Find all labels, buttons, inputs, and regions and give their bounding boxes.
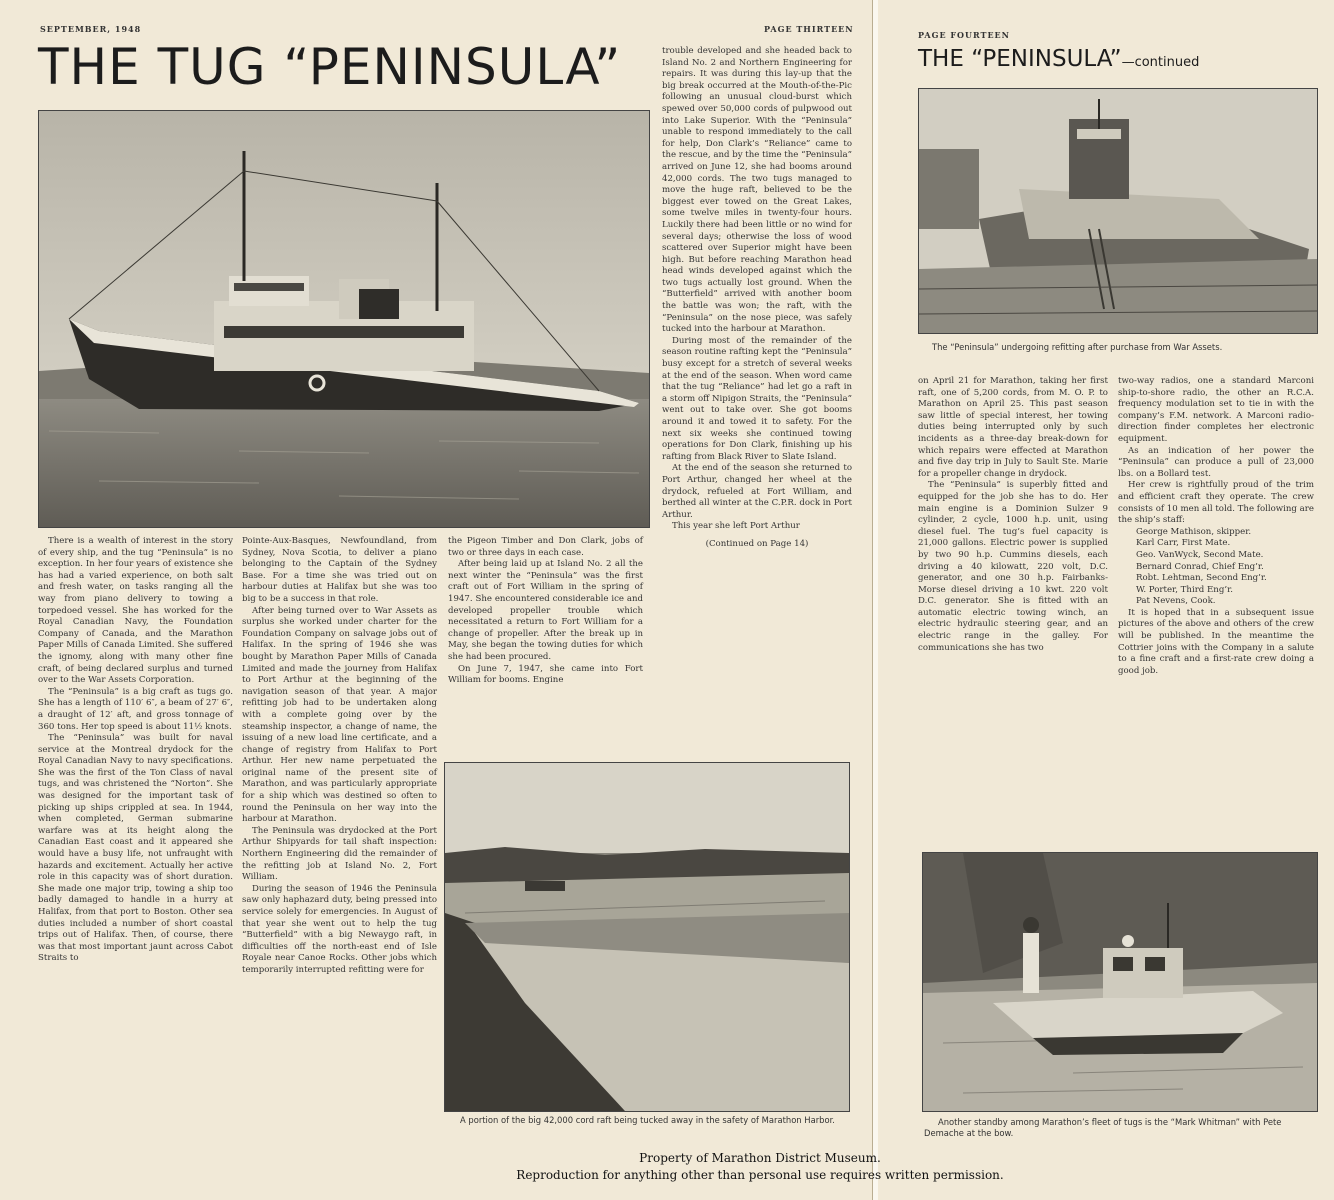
continued-note: (Continued on Page 14) xyxy=(705,538,809,549)
footer-line-property: Property of Marathon District Museum. xyxy=(639,1151,881,1165)
museum-footer xyxy=(440,1150,1080,1184)
paragraph: The “Peninsula” is superbly fitted and equipped for the job she has to do. Her main engine is a Dominion Sulzer 9 cylinder, 2 cycle, 1000 h.p. unit, using diesel fuel. The tug’s fuel capacity is 21,000 gallons. Electric power is supplied by two 90 h.p. Cummins diesels, each driving a 40 kilowatt, 220 volt, D.C. generator, and one 30 h.p. Fairbanks-Morse diesel driving a 10 kwt. 220 volt D.C. generator. She is fitted with an automatic electric towing winch, an electric hydraulic steering gear, and an electric range in the galley. For communications she has two xyxy=(918,480,1108,653)
left-column-3 xyxy=(448,536,643,687)
paragraph: There is a wealth of interest in the story of every ship, and the tug “Peninsula” is no exception. In her four years of existence she has had a varied experience, on both salt and fresh water, on tasks ranging all the way from piano delivery to towing a torpedoed vessel. She has worked for the Royal Canadian Navy, the Foundation Company of Canada, and the Marathon Paper Mills of Canada Limited. She suffered the ignomy, along with many other fine craft, of being declared surplus and turned over to the War Assets Corporation. xyxy=(38,536,233,686)
refitting-photo-caption: The “Peninsula” undergoing refitting after purchase from War Assets. xyxy=(932,342,1223,352)
staff-entry: Pat Nevens, Cook. xyxy=(1136,596,1216,607)
staff-entry: Bernard Conrad, Chief Eng’r. xyxy=(1136,561,1264,572)
left-header-date: SEPTEMBER, 1948 xyxy=(40,24,142,34)
mark-whitman-photo xyxy=(922,852,1318,1112)
paragraph: the Pigeon Timber and Don Clark, jobs of two or three days in each case. xyxy=(448,536,643,558)
article-title: THE TUG “PENINSULA” xyxy=(38,38,622,96)
continued-title-main: THE “PENINSULA” xyxy=(918,46,1122,72)
right-column-1 xyxy=(918,376,1108,654)
mark-whitman-photo-caption: Another standby among Marathon’s fleet of tugs is the “Mark Whitman” with Pete Demache at the bow. xyxy=(924,1117,1282,1138)
staff-entry: George Mathison, skipper. xyxy=(1136,526,1252,537)
paragraph: The Peninsula was drydocked at the Port Arthur Shipyards for tail shaft inspection: Northern Engineering did the remainder of the refitting job at Island No. 2, Fort William. xyxy=(242,825,437,883)
left-header-page: PAGE THIRTEEN xyxy=(764,24,854,34)
paragraph: It is hoped that in a subsequent issue pictures of the above and others of the crew will be published. In the meantime the Cottrier joins with the Company in a salute to a fine craft and a first-rate crew doing a good job. xyxy=(1118,607,1314,676)
left-column-2 xyxy=(242,536,437,977)
raft-photo-caption: A portion of the big 42,000 cord raft being tucked away in the safety of Marathon Harbor. xyxy=(460,1115,835,1125)
paragraph: Pointe-Aux-Basques, Newfoundland, from Sydney, Nova Scotia, to deliver a piano belonging to the Captain of the Sydney Base. For a time she was tried out on harbour duties at Halifax but she was too big to be a success in that role. xyxy=(242,536,437,604)
tug-peninsula-photo xyxy=(38,110,650,528)
paragraph: two-way radios, one a standard Marconi ship-to-shore radio, the other an R.C.A. frequency modulation set to tie in with the company’s F.M. network. A Marconi radio-direction finder completes her electronic equipment. xyxy=(1118,376,1314,444)
staff-entry: Karl Carr, First Mate. xyxy=(1136,538,1231,549)
raft-photo xyxy=(444,762,850,1112)
paragraph: trouble developed and she headed back to Island No. 2 and Northern Engineering for repairs. It was during this lay-up that the big break occurred at the Mouth-of-the-Pic following an unusual cloud-burst which spewed over 50,000 cords of pulpwood out into Lake Superior. With the “Peninsula” unable to respond immediately to the call for help, Don Clark’s “Reliance” came to the rescue, and by the time the “Peninsula” arrived on June 12, she had booms around 42,000 cords. The two tugs managed to move the huge raft, believed to be the biggest ever towed on the Great Lakes, some twelve miles in twenty-four hours. Luckily there had been little or no wind for several days; otherwise the loss of wood scattered over Superior might have been high. But before reaching Marathon head head winds developed against which the two tugs actually lost ground. When the “Butterfield” arrived with another boom the battle was won; the raft, with the “Peninsula” on the nose piece, was safely tucked into the harbour at Marathon. xyxy=(662,46,852,335)
paragraph: During most of the remainder of the season routine rafting kept the “Peninsula” busy except for a stretch of several weeks at the end of the season. When word came that the tug “Reliance” had let go a raft in a storm off Nipigon Straits, the “Peninsula” went out to take over. She got booms around it and towed it to safety. For the next six weeks she continued towing operations for Don Clark, finishing up his rafting from Black River to Slate Island. xyxy=(662,335,852,462)
right-page xyxy=(878,0,1334,1200)
paragraph: At the end of the season she returned to Port Arthur, changed her wheel at the drydock, refueled at Fort William, and berthed all winter at the C.P.R. dock in Port Arthur. xyxy=(662,463,852,520)
paragraph: The “Peninsula” is a big craft as tugs go. She has a length of 110′ 6″, a beam of 27′ 6″, a draught of 12′ aft, and gross tonnage of 360 tons. Her top speed is about 11½ knots. xyxy=(38,686,233,732)
paragraph: As an indication of her power the “Peninsula” can produce a pull of 23,000 lbs. on a Bollard test. xyxy=(1118,445,1314,479)
continued-title xyxy=(918,46,1199,72)
staff-entry: Geo. VanWyck, Second Mate. xyxy=(1136,549,1264,560)
paragraph: The “Peninsula” was built for naval service at the Montreal drydock for the Royal Canadian Navy to navy specifications. She was the first of the Ton Class of naval tugs, and was christened the “Norton”. She was designed for the important task of picking up ships crippled at sea. In 1944, when completed, German submarine warfare was at its height along the Canadian East coast and it appeared she would have a busy life, not unfraught with hazards and excitement. Actually her active role in this capacity was of short duration. She made one major trip, towing a ship too badly damaged to handle in a hurry at Halifax, from that port to Boston. Other sea duties included a number of short coastal trips out of Halifax. Then, of course, there was that most important jaunt across Cabot Straits to xyxy=(38,733,233,964)
paragraph: Her crew is rightfully proud of the trim and efficient craft they operate. The crew consists of 10 men all told. The following are the ship’s staff: xyxy=(1118,480,1314,526)
staff-entry: W. Porter, Third Eng’r. xyxy=(1136,584,1233,595)
refitting-photo xyxy=(918,88,1318,334)
paragraph: On June 7, 1947, she came into Fort William for booms. Engine xyxy=(448,663,643,686)
left-column-4 xyxy=(662,46,852,551)
right-header-page: PAGE FOURTEEN xyxy=(918,30,1010,40)
paragraph: This year she left Port Arthur xyxy=(672,521,800,532)
continued-title-suffix: —continued xyxy=(1121,55,1200,70)
paragraph: After being laid up at Island No. 2 all the next winter the “Peninsula” was the first craft out of Fort William in the spring of 1947. She encountered considerable ice and developed propeller trouble which necessitated a return to Fort William for a change of propeller. After the break up in May, she began the towing duties for which she had been procured. xyxy=(448,559,643,662)
paragraph: During the season of 1946 the Peninsula saw only haphazard duty, being pressed into service solely for emergencies. In August of that year she went out to help the tug “Butterfield” with a big Newaygo raft, in difficulties off the north-east end of Isle Royale near Canoe Rocks. Other jobs which temporarily interrupted refitting were for xyxy=(242,883,437,975)
staff-entry: Robt. Lehtman, Second Eng’r. xyxy=(1136,573,1267,584)
paragraph: After being turned over to War Assets as surplus she worked under charter for the Foundation Company on salvage jobs out of Halifax. In the spring of 1946 she was bought by Marathon Paper Mills of Canada Limited and made the journey from Halifax to Port Arthur at the beginning of the navigation season of that year. A major refitting job had to be undertaken along with a complete going over by the steamship inspector, a change of name, the issuing of a new load line certificate, and a change of registry from Halifax to Port Arthur. Her new name perpetuated the original name of the present site of Marathon, and was particularly appropriate for a ship which was destined so often to round the Peninsula on her way into the harbour at Marathon. xyxy=(242,605,437,825)
left-column-1 xyxy=(38,536,233,965)
right-column-2 xyxy=(1118,376,1314,677)
footer-line-reproduction: Reproduction for anything other than personal use requires written permission. xyxy=(516,1168,1004,1182)
paragraph: on April 21 for Marathon, taking her first raft, one of 5,200 cords, from M. O. P. to Marathon on April 25. This past season saw little of special interest, her towing duties being interrupted only by such incidents as a three-day break-down for which repairs were effected at Marathon and five day trip in July to Sault Ste. Marie for a propeller change in drydock. xyxy=(918,376,1108,479)
